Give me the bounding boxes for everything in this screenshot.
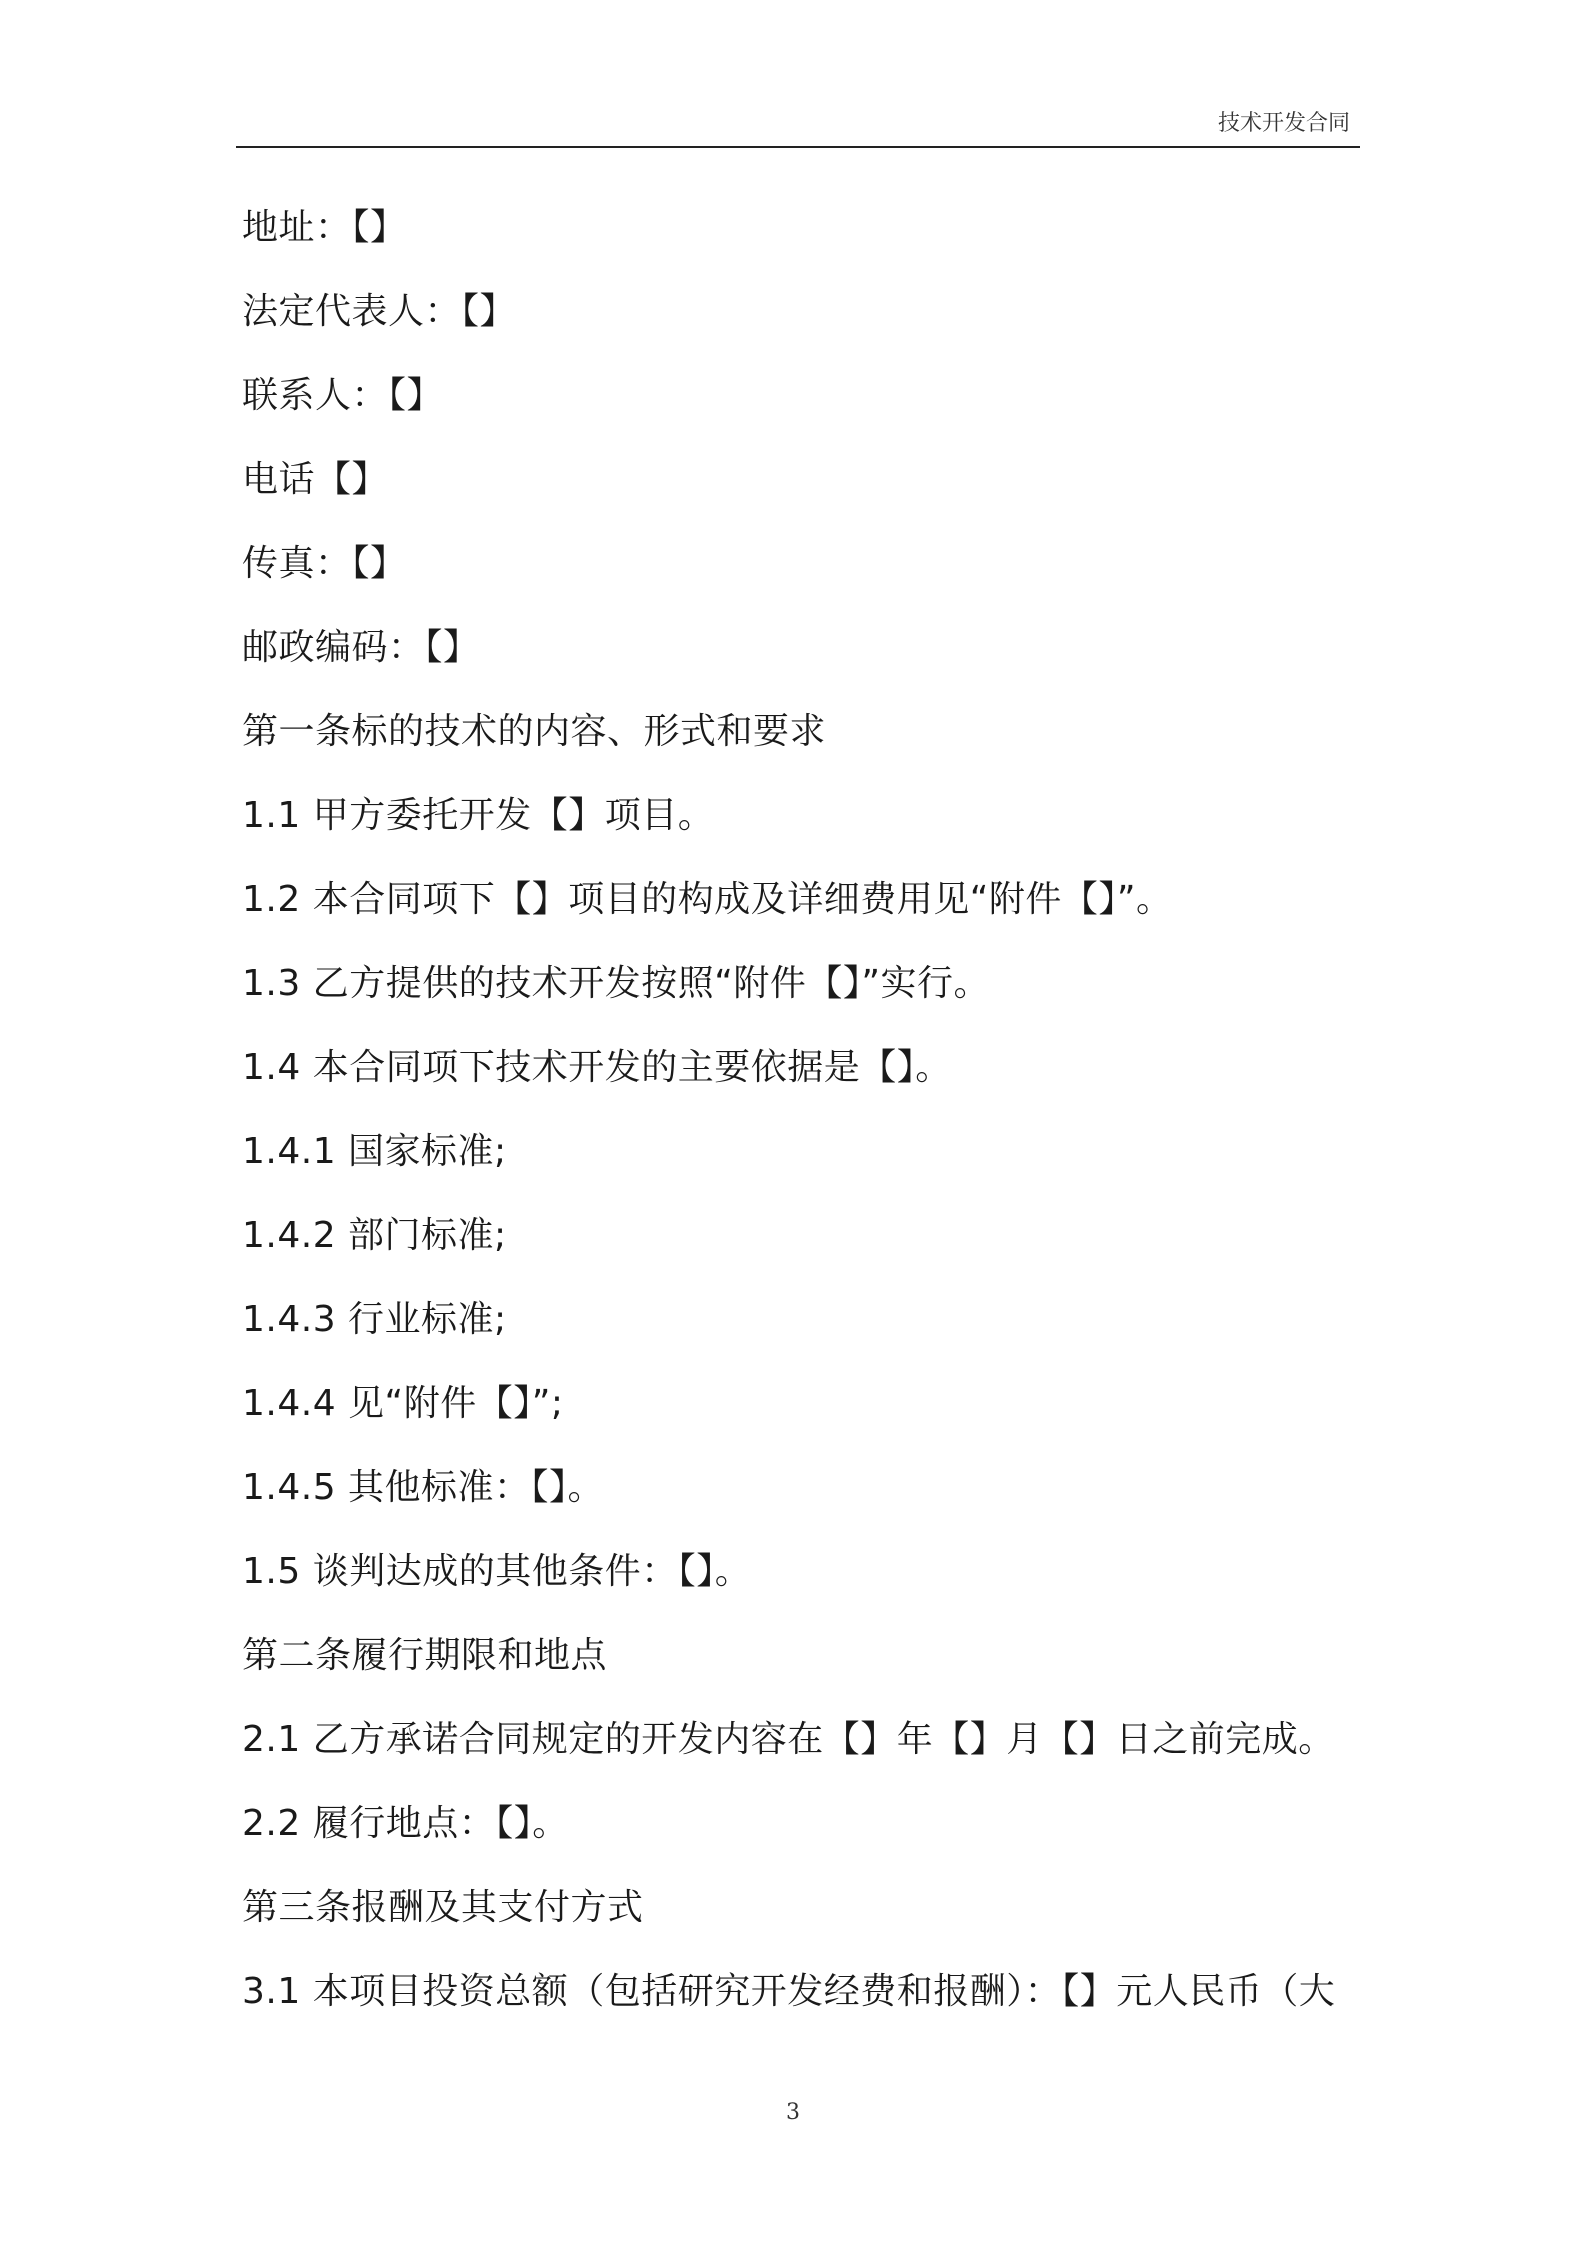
postal-code-line: 邮政编码：【】 (242, 627, 480, 668)
clause-2-1: 2.1 乙方承诺合同规定的开发内容在【】年【】月【】日之前完成。 (242, 1719, 1335, 1760)
page-number: 3 (786, 2100, 800, 2125)
phone-line: 电话【】 (242, 459, 389, 500)
clause-2-2: 2.2 履行地点：【】。 (242, 1803, 569, 1844)
address-line: 地址：【】 (242, 207, 407, 248)
article-3-heading: 第三条报酬及其支付方式 (242, 1887, 644, 1928)
fax-line: 传真：【】 (242, 543, 407, 584)
clause-1-4: 1.4 本合同项下技术开发的主要依据是【】。 (242, 1047, 952, 1088)
article-2-heading: 第二条履行期限和地点 (242, 1635, 608, 1676)
header-title: 技术开发合同 (1217, 111, 1350, 136)
clause-1-4-2: 1.4.2 部门标准; (242, 1215, 507, 1256)
clause-1-5: 1.5 谈判达成的其他条件：【】。 (242, 1551, 752, 1592)
page-header (236, 108, 1360, 148)
document-body (242, 198, 1362, 2046)
clause-1-3: 1.3 乙方提供的技术开发按照“附件【】”实行。 (242, 963, 990, 1004)
clause-1-4-5: 1.4.5 其他标准：【】。 (242, 1467, 605, 1508)
clause-1-4-4: 1.4.4 见“附件【】”; (242, 1383, 564, 1424)
clause-1-4-3: 1.4.3 行业标准; (242, 1299, 507, 1340)
legal-representative-line: 法定代表人：【】 (242, 291, 517, 332)
contact-person-line: 联系人：【】 (242, 375, 444, 416)
article-1-heading: 第一条标的技术的内容、形式和要求 (242, 711, 827, 752)
clause-1-2: 1.2 本合同项下【】项目的构成及详细费用见“附件【】”。 (242, 879, 1173, 920)
clause-1-4-1: 1.4.1 国家标准; (242, 1131, 507, 1172)
clause-3-1: 3.1 本项目投资总额（包括研究开发经费和报酬）：【】元人民币（大 (242, 1971, 1336, 2012)
clause-1-1: 1.1 甲方委托开发【】项目。 (242, 795, 715, 836)
